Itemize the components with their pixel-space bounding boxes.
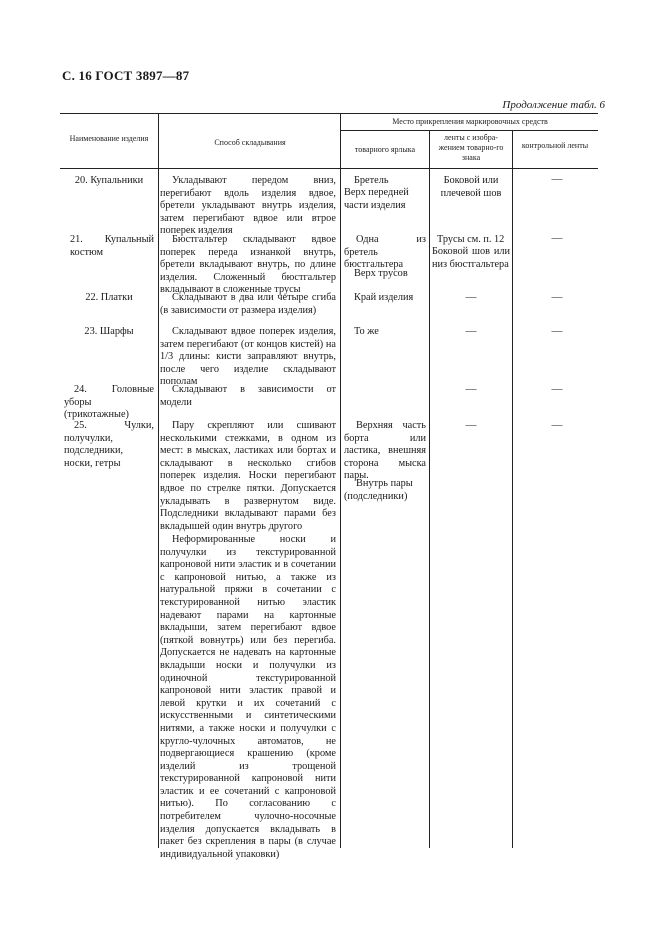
row-21-tape-image-2: Боковой шов или низ бюстгальтера bbox=[432, 246, 510, 270]
row-22-method: Складывают в два или четыре сгиба (в зависимости от размера изделия) bbox=[160, 292, 336, 316]
col-rule-4 bbox=[512, 130, 513, 848]
col-rule-2 bbox=[340, 113, 341, 848]
row-25-goods-label: Верхняя часть борта или ластика, внешняя сторона мыска пары. bbox=[344, 420, 426, 482]
row-24-name: 24. Головные уборы (трикотажные) bbox=[64, 384, 154, 421]
row-20-tape-image: Боковой или плечевой шов bbox=[440, 175, 502, 199]
row-24-tape-image: — bbox=[465, 383, 477, 395]
row-20-method: Укладывают передом вниз, перегибают вдоль изделия вдвое, бретели укладывают внутрь изделия, затем перегибают вдвое или втрое поперек изделия bbox=[160, 175, 336, 237]
row-22-name: 22. Платки bbox=[85, 292, 133, 303]
row-24-method: Складывают в зависимости от модели bbox=[160, 384, 336, 408]
row-20-name: 20. Купальники bbox=[74, 175, 144, 186]
row-24-control-tape: — bbox=[551, 383, 563, 395]
row-20-goods-label: Бретель bbox=[354, 175, 389, 186]
marking-group-rule bbox=[340, 130, 598, 131]
row-22-tape-image: — bbox=[465, 291, 477, 303]
row-25-goods-label-2: Внутрь пары (подследники) bbox=[344, 478, 413, 502]
col-rule-1 bbox=[158, 113, 159, 848]
row-21-goods-label: Одна из бретель бюстгальтера bbox=[344, 234, 426, 271]
row-23-method: Складывают вдвое поперек изделия, затем перегибают (от концов кистей) на 1/3 длины: кисти заправляют внутрь, после чего изделие складывают пополам bbox=[160, 326, 336, 388]
row-21-goods-label-2: Верх трусов bbox=[354, 268, 408, 279]
table-6 bbox=[60, 113, 598, 860]
header-goods-label: товарного ярлыка bbox=[354, 145, 416, 154]
row-23-goods-label: То же bbox=[354, 326, 379, 337]
row-25-name: 25. Чулки, получулки, подследники, носки, гетры bbox=[64, 420, 154, 469]
row-20-goods-label-2: Верх передней части изделия bbox=[344, 187, 409, 211]
row-23-tape-image: — bbox=[465, 325, 477, 337]
row-20-control-tape: — bbox=[551, 173, 563, 185]
col-rule-3 bbox=[429, 130, 430, 848]
row-22-control-tape: — bbox=[551, 291, 563, 303]
row-23-name: 23. Шарфы bbox=[84, 326, 134, 337]
header-control-tape: контрольной ленты bbox=[521, 141, 589, 150]
table-continuation-label: Продолжение табл. 6 bbox=[502, 99, 605, 111]
header-name: Наименование изделия bbox=[69, 134, 149, 143]
row-25-method-para-2: Неформированные носки и получулки из текстурированной капроновой нити эластик и в сочетании с капроновой нитью, а также из натуральной пряжи в сочетании с текстурированной нитью эластик надевают парами на картонные вкладыши, затем перегибают вдвое (пяткой вовнутрь) или без перегиба. Допускается не надевать на картонные вкладыши носки и получулки из одиночной текстурированной капроновой нити эластик правой и левой крутки и их сочетаний с искусственными и синтетическими нитями, а также носки и получулки с кругло-чулочных автоматов, не подвергающиеся крашению (кроме изделий из трощеной текстурированной капроновой нити эластик и ее сочетаний с капроновой нитью). По согласованию с потребителем чулочно-носочные изделия допускается вкладывать в пакет без скрепления в пары (в случае индивидуальной упаковки) bbox=[160, 534, 336, 860]
row-21-name: 21. Купальный костюм bbox=[70, 234, 154, 258]
table-top-rule bbox=[60, 113, 598, 114]
row-23-control-tape: — bbox=[551, 325, 563, 337]
row-22-goods-label: Край изделия bbox=[354, 292, 414, 303]
page-header: С. 16 ГОСТ 3897—87 bbox=[62, 68, 190, 83]
header-tape-image: ленты с изобра-жением товарно-го знака bbox=[438, 133, 504, 162]
row-21-method: Бюстгальтер складывают вдвое поперек переда изнанкой внутрь, бретели вкладывают внутрь, по длине изделия. Сложенный бюстгальтер вкладывают в сложенные трусы bbox=[160, 234, 336, 296]
header-method: Способ складывания bbox=[214, 138, 286, 147]
header-bottom-rule bbox=[60, 168, 598, 169]
row-21-tape-image: Трусы см. п. 12 bbox=[437, 234, 505, 245]
row-21-control-tape: — bbox=[551, 232, 563, 244]
row-25-tape-image: — bbox=[465, 419, 477, 431]
row-25-control-tape: — bbox=[551, 419, 563, 431]
header-marking-group: Место прикрепления маркировочных средств bbox=[392, 117, 548, 126]
row-25-method-para-1: Пару скрепляют или сшивают несколькими стежками, в одном из мест: в мысках, ластиках или бортах и складывают в несколько сгибов поперек изделия. Носки перегибают вдвое по стрелке пятки. Допускается укладывать в развернутом виде. Подследники вкладывают парами без вкладышей один внутрь другого bbox=[160, 420, 336, 532]
